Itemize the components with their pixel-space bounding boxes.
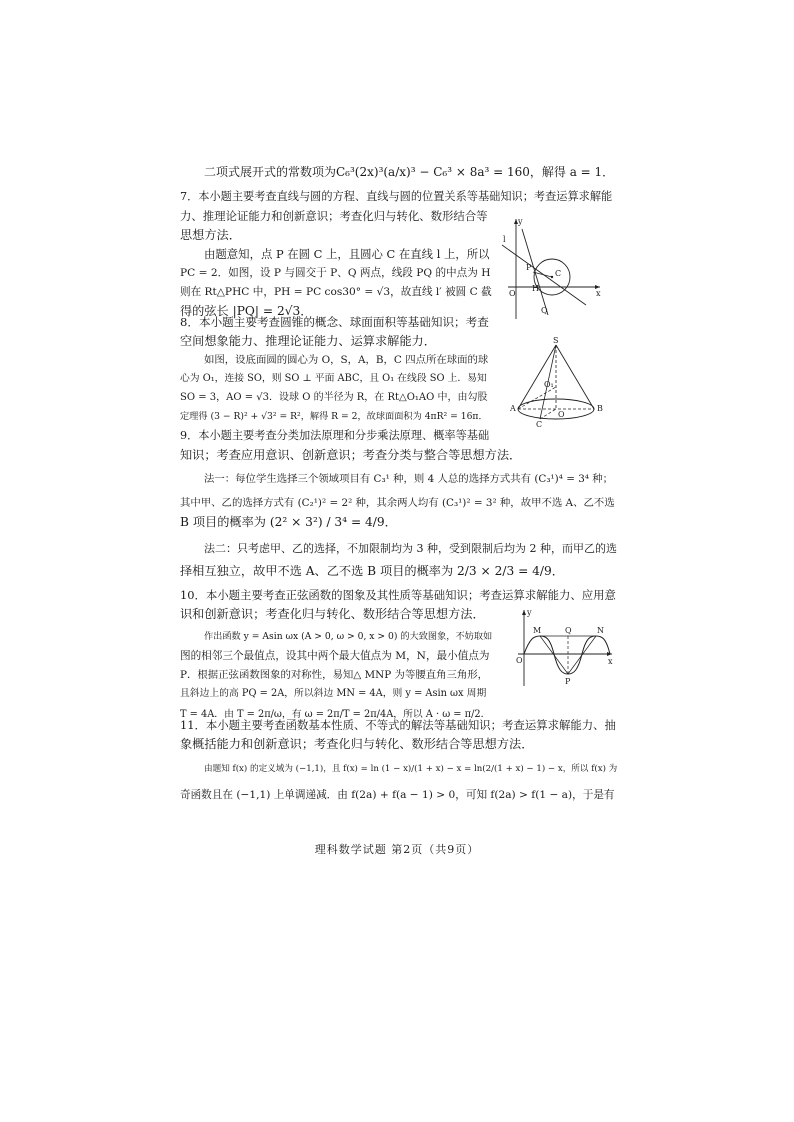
q7-body-line-2: PC = 2．如图，设 P 与圆交于 P、Q 两点，线段 PQ 的中点为 H — [180, 267, 491, 279]
fig10-label-m: M — [533, 626, 542, 635]
q11-intro-line-2: 象概括能力和创新意识；考查化归与转化、数形结合等思想方法． — [180, 737, 534, 751]
fig10-label-y: y — [527, 608, 532, 617]
q7-intro-line-3: 思想方法． — [180, 228, 241, 242]
q9-intro-line-2: 知识；考查应用意识、创新意识；考查分类与整合等思想方法． — [180, 448, 522, 462]
fig7-label-y: y — [518, 217, 523, 226]
fig7-center-dot — [551, 276, 553, 278]
binomial-result-line: 二项式展开式的常数项为C₆³(2x)³(a/x)³ − C₆³ × 8a³ = 160，解得 a = 1． — [204, 165, 615, 179]
q10-intro-line-1: 10．本小题主要考查正弦函数的图象及其性质等基础知识；考查运算求解能力、应用意 — [180, 588, 616, 602]
q9-method1-line-2: 其中甲、乙的选择方式有 (C₂¹)² = 2² 种，其余两人均有 (C₃¹)² = 3² 种，故甲不选 A、乙不选 — [180, 497, 615, 509]
fig7-label-h: H — [532, 284, 539, 293]
q9-intro-line-1: 9．本小题主要考查分类加法原理和分步乘法原理、概率等基础 — [180, 429, 490, 442]
fig8-label-a: A — [510, 404, 516, 413]
fig10-label-n: N — [597, 626, 604, 635]
fig7-label-p: P — [526, 263, 532, 272]
q10-body-line-4: 且斜边上的高 PQ = 2A，所以斜边 MN = 4A，则 y = Asin ωx 周期 — [180, 688, 487, 699]
q8-intro-line-2: 空间想象能力、推理论证能力、运算求解能力． — [180, 334, 436, 348]
fig8-label-s: S — [553, 336, 559, 345]
fig7-label-l: l — [503, 235, 506, 244]
fig10-label-q: Q — [565, 626, 572, 635]
q8-body-line-3: SO = 3，AO = √3．设球 O 的半径为 R，在 Rt△O₁AO 中，由勾股 — [180, 392, 488, 403]
q11-intro-line-1: 11．本小题主要考查函数基本性质、不等式的解法等基础知识；考查运算求解能力、抽 — [180, 718, 616, 732]
fig10-segment-mp — [540, 636, 568, 674]
fig7-label-x: x — [596, 289, 601, 298]
q7-body-line-1: 由题意知，点 P 在圆 C 上，且圆心 C 在直线 l 上，所以 — [204, 247, 490, 261]
fig8-segment-co — [540, 409, 556, 419]
q8-body-line-2: 心为 O₁，连接 SO，则 SO ⊥ 平面 ABC，且 O₁ 在线段 SO 上．易知 — [180, 373, 487, 384]
q8-cone-figure — [508, 337, 608, 429]
fig7-label-q: Q — [541, 306, 548, 315]
q11-body-line-1: 由题知 f(x) 的定义域为 (−1,1)，且 f(x) = ln (1 − x)/(1 + x) − x = ln(2/(1 + x) − 1) − x，所以 f(x) 为 — [204, 764, 618, 774]
fig10-label-o: O — [516, 656, 523, 665]
q10-body-line-3: P．根据正弦函数图象的对称性，易知△ MNP 为等腰直角三角形， — [180, 669, 489, 681]
q8-body-line-4: 定理得 (3 − R)² + √3² = R²，解得 R = 2，故球面面积为 4πR² = 16π． — [180, 411, 488, 422]
fig10-y-arrow — [522, 610, 526, 615]
q9-method2-line-2: 择相互独立，故甲不选 A、乙不选 B 项目的概率为 2/3 × 2/3 = 4/9． — [180, 564, 564, 578]
q10-intro-line-2: 识和创新意识；考查化归与转化、数形结合等思想方法． — [180, 607, 485, 621]
fig8-label-o: O — [558, 410, 565, 419]
q9-method1-line-1: 法一：每位学生选择三个领域项目有 C₃¹ 种，则 4 人总的选择方式共有 (C₃¹)⁴ = 3⁴ 种； — [204, 473, 614, 485]
fig8-segment-ao1 — [518, 387, 556, 409]
q9-method2-line-1: 法二：只考虑甲、乙的选择，不加限制均为 3 种，受到限制后均为 2 种，而甲乙的选 — [204, 542, 617, 555]
q10-sine-figure — [512, 608, 616, 688]
fig8-label-b: B — [597, 404, 603, 413]
q7-body-line-4: 得的弦长 |PQ| = 2√3． — [180, 304, 313, 318]
fig10-segment-np — [568, 636, 596, 674]
fig7-label-o: O — [509, 289, 516, 298]
fig8-label-o1: O₁ — [544, 380, 554, 389]
q7-line-circle-figure — [500, 215, 604, 321]
q8-intro-line-1: 8．本小题主要考查圆锥的概念、球面面积等基础知识；考查 — [180, 315, 489, 329]
q8-body-line-1: 如图，设底面圆的圆心为 O，S，A，B，C 四点所在球面的球 — [204, 354, 489, 366]
q7-body-line-3: 则在 Rt△PHC 中，PH = PC cos30° = √3，故直线 l′ 被圆 C 截 — [180, 286, 492, 298]
q7-intro-line-2: 力、推理论证能力和创新意识；考查化归与转化、数形结合等 — [180, 209, 488, 223]
q10-body-line-2: 图的相邻三个最值点，设其中两个最大值点为 M，N，最小值点为 — [180, 650, 490, 662]
q7-intro-line-1: 7．本小题主要考查直线与圆的方程、直线与圆的位置关系等基础知识；考查运算求解能 — [180, 190, 613, 203]
page-footer: 理科数学试题 第2页（共9页） — [314, 843, 480, 856]
fig7-line-l-prime — [522, 229, 548, 315]
fig8-label-c: C — [536, 420, 543, 429]
q11-body-line-2: 奇函数且在 (−1,1) 上单调递减．由 f(2a) + f(a − 1) > 0，可知 f(2a) > f(1 − a)，于是有 — [180, 789, 615, 801]
fig7-label-c: C — [555, 269, 562, 278]
q10-body-line-5: T = 4A．由 T = 2π/ω，有 ω = 2π/T = 2π/4A，所以 A · ω = π/2． — [180, 709, 491, 720]
q10-body-line-1: 作出函数 y = Asin ωx (A > 0, ω > 0, x > 0) 的大致图象，不妨取如 — [204, 631, 493, 642]
q9-method1-line-3: B 项目的概率为 (2² × 3²) / 3⁴ = 4/9． — [180, 515, 397, 529]
fig10-label-x: x — [608, 657, 613, 666]
fig10-label-p: P — [565, 677, 571, 686]
fig10-sine-curve — [524, 636, 610, 674]
